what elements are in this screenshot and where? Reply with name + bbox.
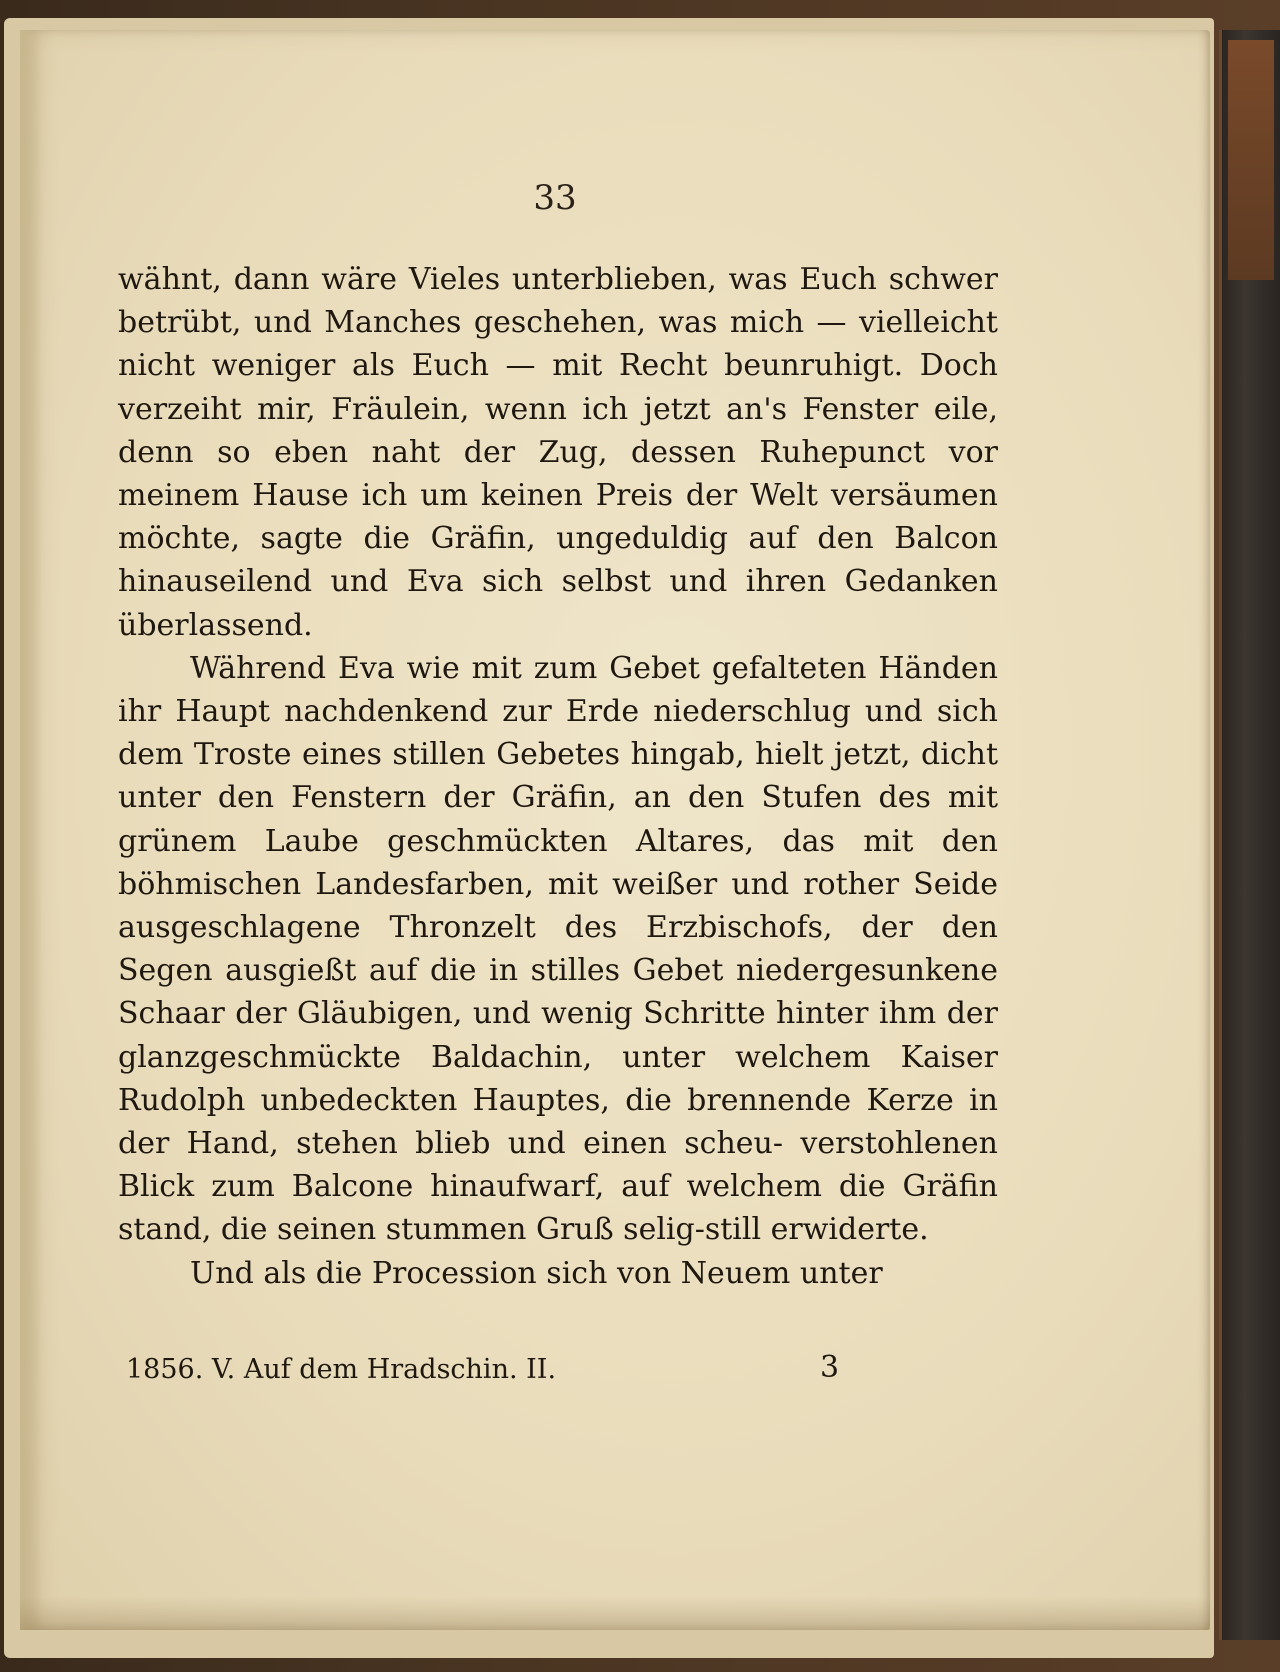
page-gutter [20, 30, 42, 1630]
footer-sheet-number: 3 [820, 1350, 840, 1385]
page-bottom-edge [20, 1596, 1210, 1630]
paragraph-1: wähnt, dann wäre Vieles unterblieben, was Euch schwer betrübt, und Manches geschehen, was mich — vielleicht nicht weniger als Euch — mit Recht beunruhigt. Doch verzeiht mir, Fräulein, wenn ich jetzt an's Fenster eile, denn so eben naht der Zug, dessen Ruhepunct vor meinem Hause ich um keinen Preis der Welt versäumen möchte, sagte die Gräfin, ungeduldig auf den Balcon hinauseilend und Eva sich selbst und ihren Gedanken überlassend. [118, 262, 998, 643]
page-number: 33 [533, 178, 577, 218]
leather-corner [1228, 40, 1274, 280]
paragraph-3: Und als die Procession sich von Neuem unter [190, 1255, 883, 1291]
body-text [118, 258, 998, 1295]
paragraph-2: Während Eva wie mit zum Gebet gefalteten Händen ihr Haupt nachdenkend zur Erde niederschlug und sich dem Troste eines stillen Gebetes hingab, hielt jetzt, dicht unter den Fenstern der Gräfin, an den Stufen des mit grünem Laube geschmückten Altares, das mit den böhmischen Landesfarben, mit weißer und rother Seide ausgeschlagene Thronzelt des Erzbischofs, der den Segen ausgießt auf die in stilles Gebet niedergesunkene Schaar der Gläubigen, und wenig Schritte hinter ihm der glanzgeschmückte Baldachin, unter welchem Kaiser Rudolph unbedeckten Hauptes, die brennende Kerze in der Hand, stehen blieb und einen scheu- verstohlenen Blick zum Balcone hinaufwarf, auf welchem die Gräfin stand, die seinen stummen Gruß selig-still erwiderte. [118, 650, 998, 1248]
footer-signature: 1856. V. Auf dem Hradschin. II. [126, 1354, 557, 1385]
